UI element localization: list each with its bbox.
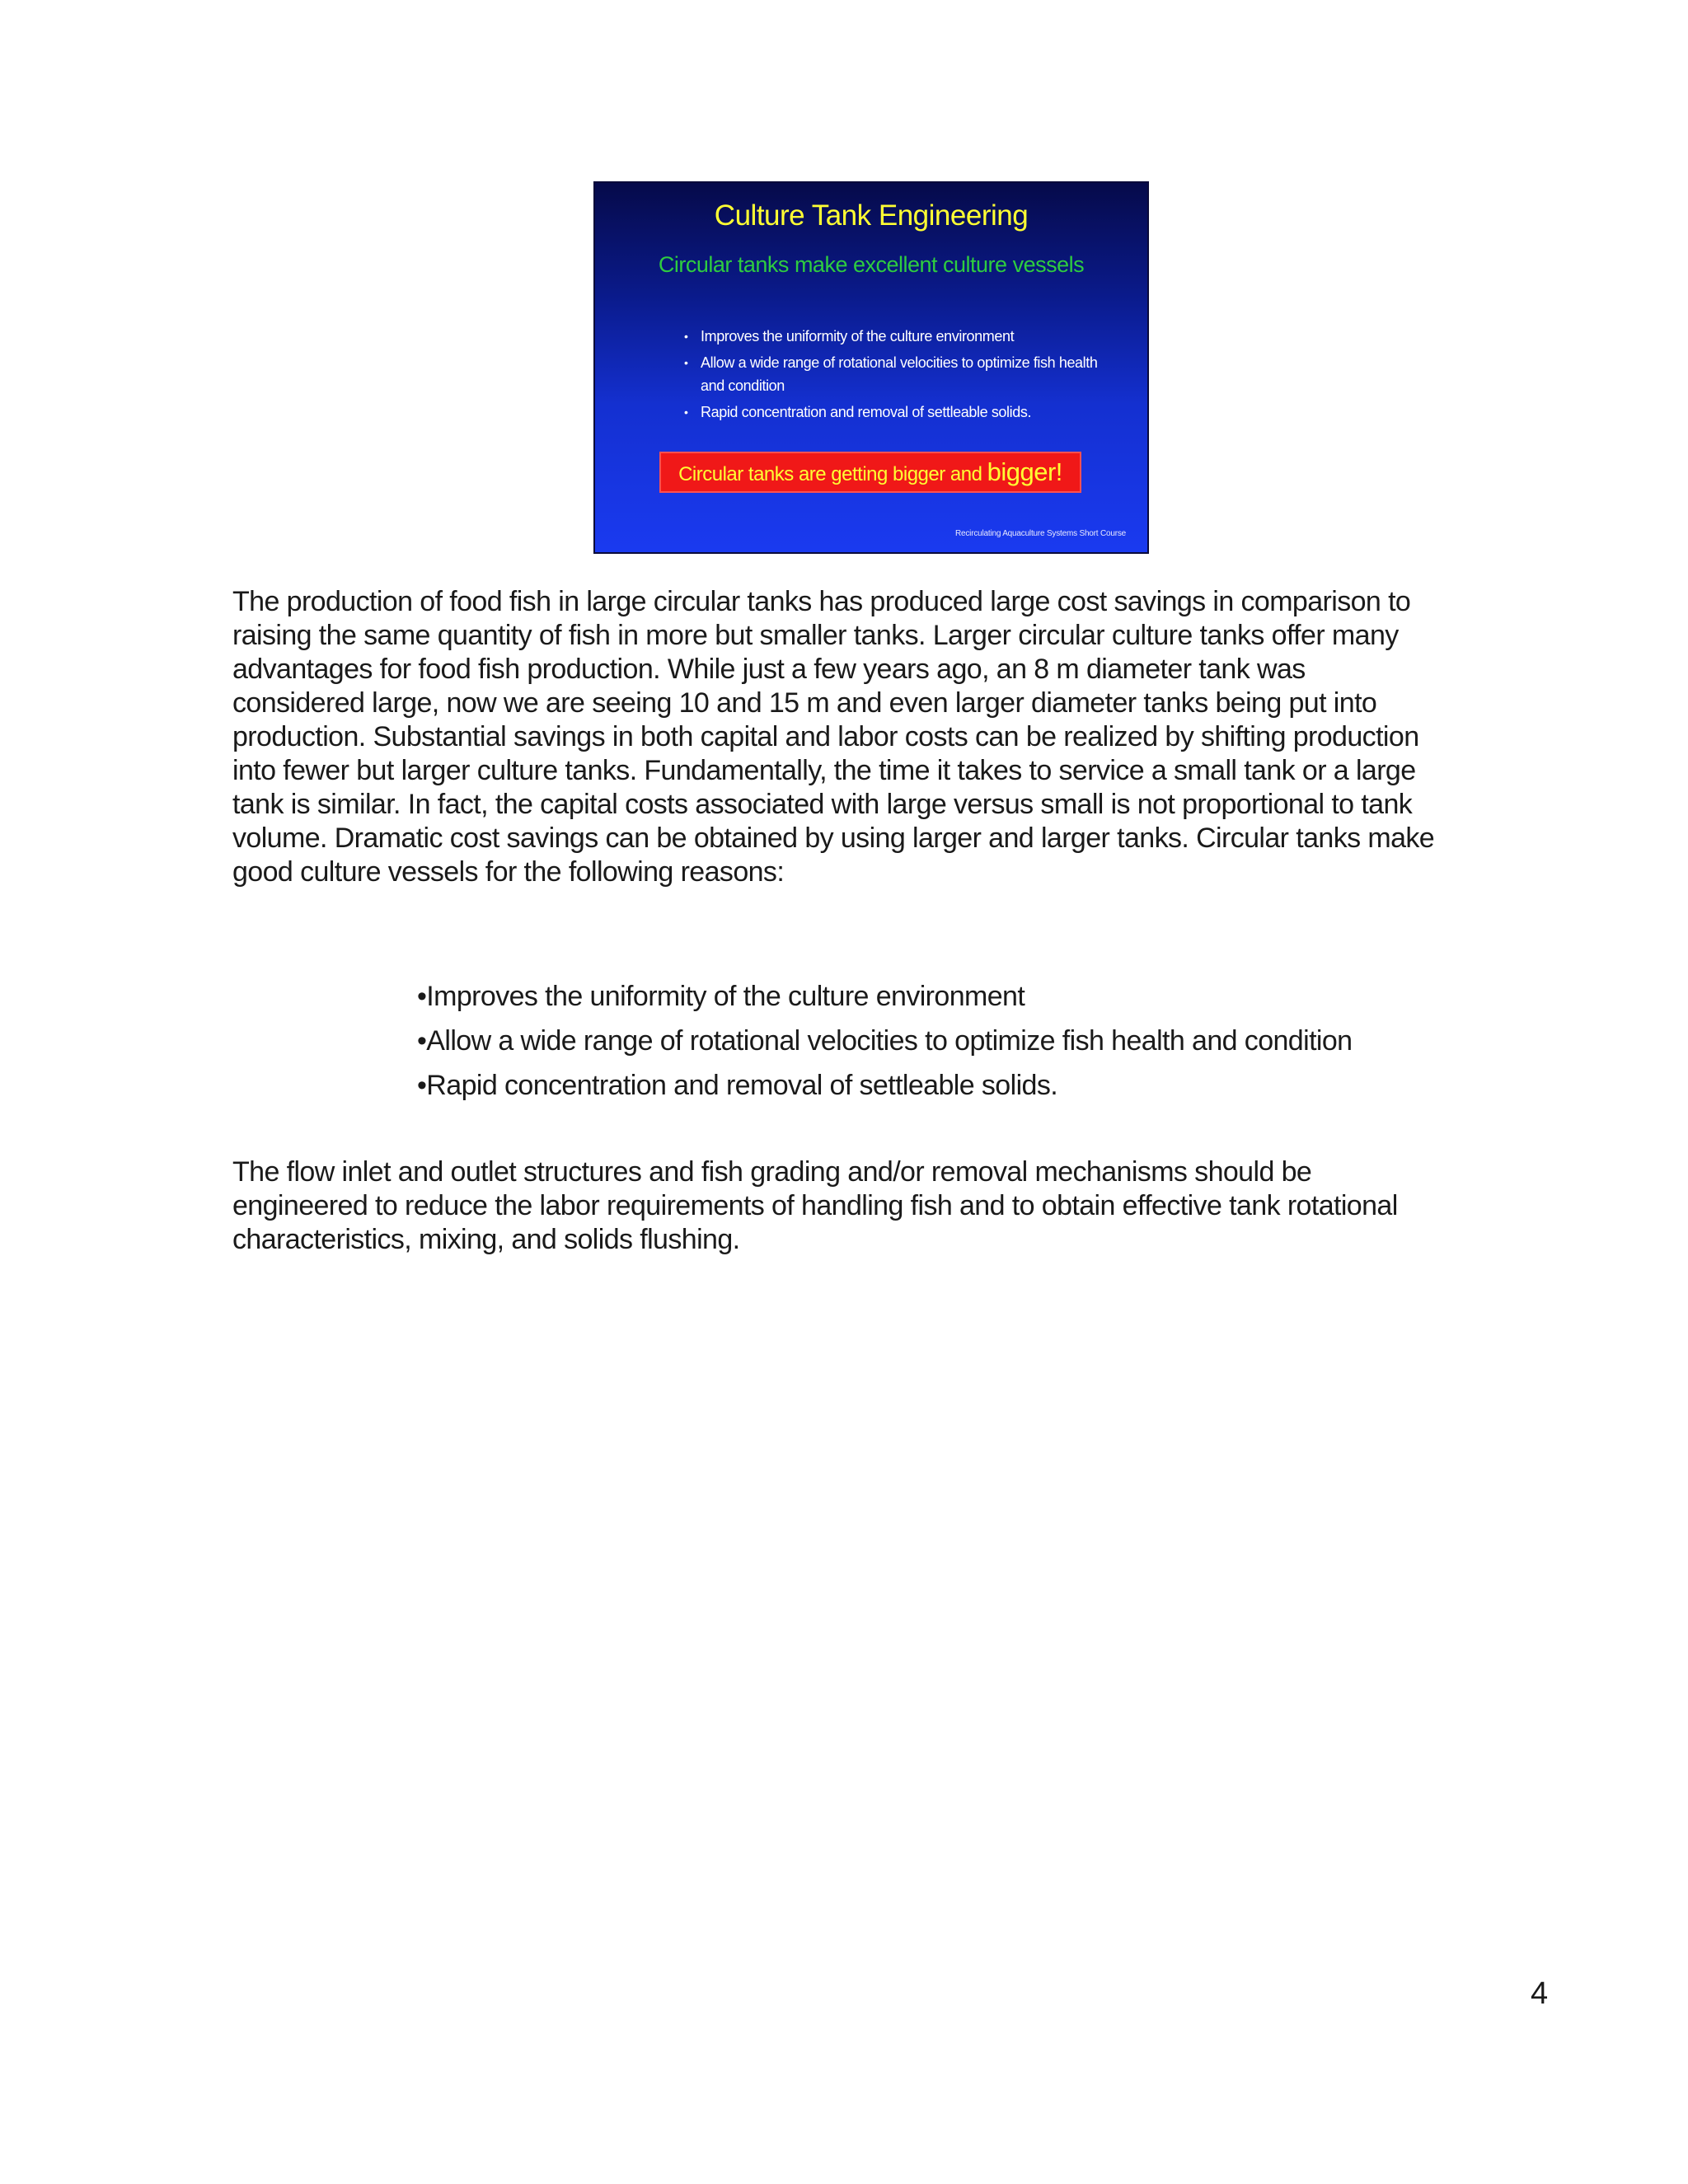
slide-bullet-list [684, 325, 1113, 427]
list-item: •Rapid concentration and removal of settleable solids. [417, 1070, 1058, 1101]
list-item: •Improves the uniformity of the culture environment [417, 981, 1025, 1012]
flow-paragraph: The flow inlet and outlet structures and fish grading and/or removal mechanisms should be engineered to reduce the labor requirements of handling fish and to obtain effective tank rotational characteristics, mixing, and solids flushing. [232, 1156, 1398, 1255]
slide-subtitle: Circular tanks make excellent culture vessels [658, 252, 1085, 277]
slide-callout-text: Circular tanks are getting bigger and [678, 463, 987, 485]
slide-bullet: • Allow a wide range of rotational velocities to optimize fish health and condition [684, 351, 1113, 397]
slide-bullet: • Improves the uniformity of the culture environment [684, 325, 1113, 348]
slide-callout-box [659, 452, 1081, 493]
reasons-list [417, 974, 1353, 1108]
slide-callout-emphasis: bigger! [987, 457, 1062, 486]
slide-footer: Recirculating Aquaculture Systems Short Course [954, 529, 1126, 538]
slide-image [593, 181, 1149, 554]
list-item: •Allow a wide range of rotational velocities to optimize fish health and condition [417, 1025, 1353, 1057]
page-number: 4 [1531, 1976, 1548, 2011]
intro-paragraph: The production of food fish in large circular tanks has produced large cost savings in comparison to raising the same quantity of fish in more but smaller tanks. Larger circular culture tanks offer many advantages for food fish production. While just a few years ago, an 8 m diameter tank was considered large, now we are seeing 10 and 15 m and even larger diameter tanks being put into production. Substantial savings in both capital and labor costs can be realized by shifting production into fewer but larger culture tanks. Fundamentally, the time it takes to service a small tank or a large tank is similar. In fact, the capital costs associated with large versus small is not proportional to tank volume. Dramatic cost savings can be obtained by using larger and larger tanks. Circular tanks make good culture vessels for the following reasons: [232, 586, 1435, 888]
slide-title: Culture Tank Engineering [714, 199, 1029, 232]
slide-bullet: • Rapid concentration and removal of settleable solids. [684, 401, 1113, 424]
